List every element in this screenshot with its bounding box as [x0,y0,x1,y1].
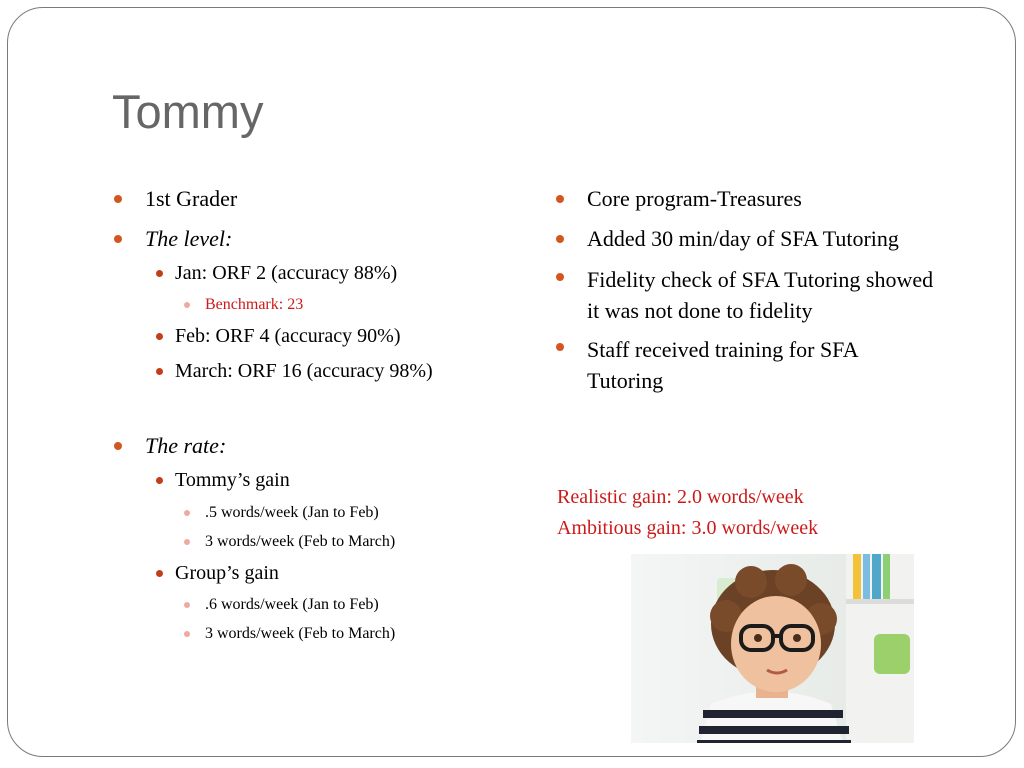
realistic-gain: Realistic gain: 2.0 words/week [557,486,804,508]
bullet-added-tutoring: Added 30 min/day of SFA Tutoring [587,226,899,251]
bullet-rate-label: The rate: [145,433,227,458]
bullet-tommy-gain-feb-march: 3 words/week (Feb to March) [205,533,396,550]
bullet-core-program: Core program-Treasures [587,186,802,211]
bullet-fidelity-check: Fidelity check of SFA Tutoring showed it was not done to fidelity [587,264,947,326]
bullet-group-gain: Group’s gain [175,562,279,584]
bullet-group-gain-feb-march: 3 words/week (Feb to March) [205,625,396,642]
child-photo [631,554,914,743]
bullet-level-label: The level: [145,226,233,251]
bullet-march: March: ORF 16 (accuracy 98%) [175,360,433,382]
bullet-group-gain-jan-feb: .6 words/week (Jan to Feb) [205,596,379,613]
bullet-tommy-gain: Tommy’s gain [175,469,290,491]
slide-title: Tommy [112,85,264,138]
bullet-grade: 1st Grader [145,186,238,211]
ambitious-gain: Ambitious gain: 3.0 words/week [557,517,819,539]
bullet-benchmark: Benchmark: 23 [205,296,304,313]
bullet-feb: Feb: ORF 4 (accuracy 90%) [175,325,401,347]
bullet-staff-training: Staff received training for SFA Tutoring [587,334,917,396]
bullet-jan: Jan: ORF 2 (accuracy 88%) [175,262,398,284]
bullet-tommy-gain-jan-feb: .5 words/week (Jan to Feb) [205,504,379,521]
